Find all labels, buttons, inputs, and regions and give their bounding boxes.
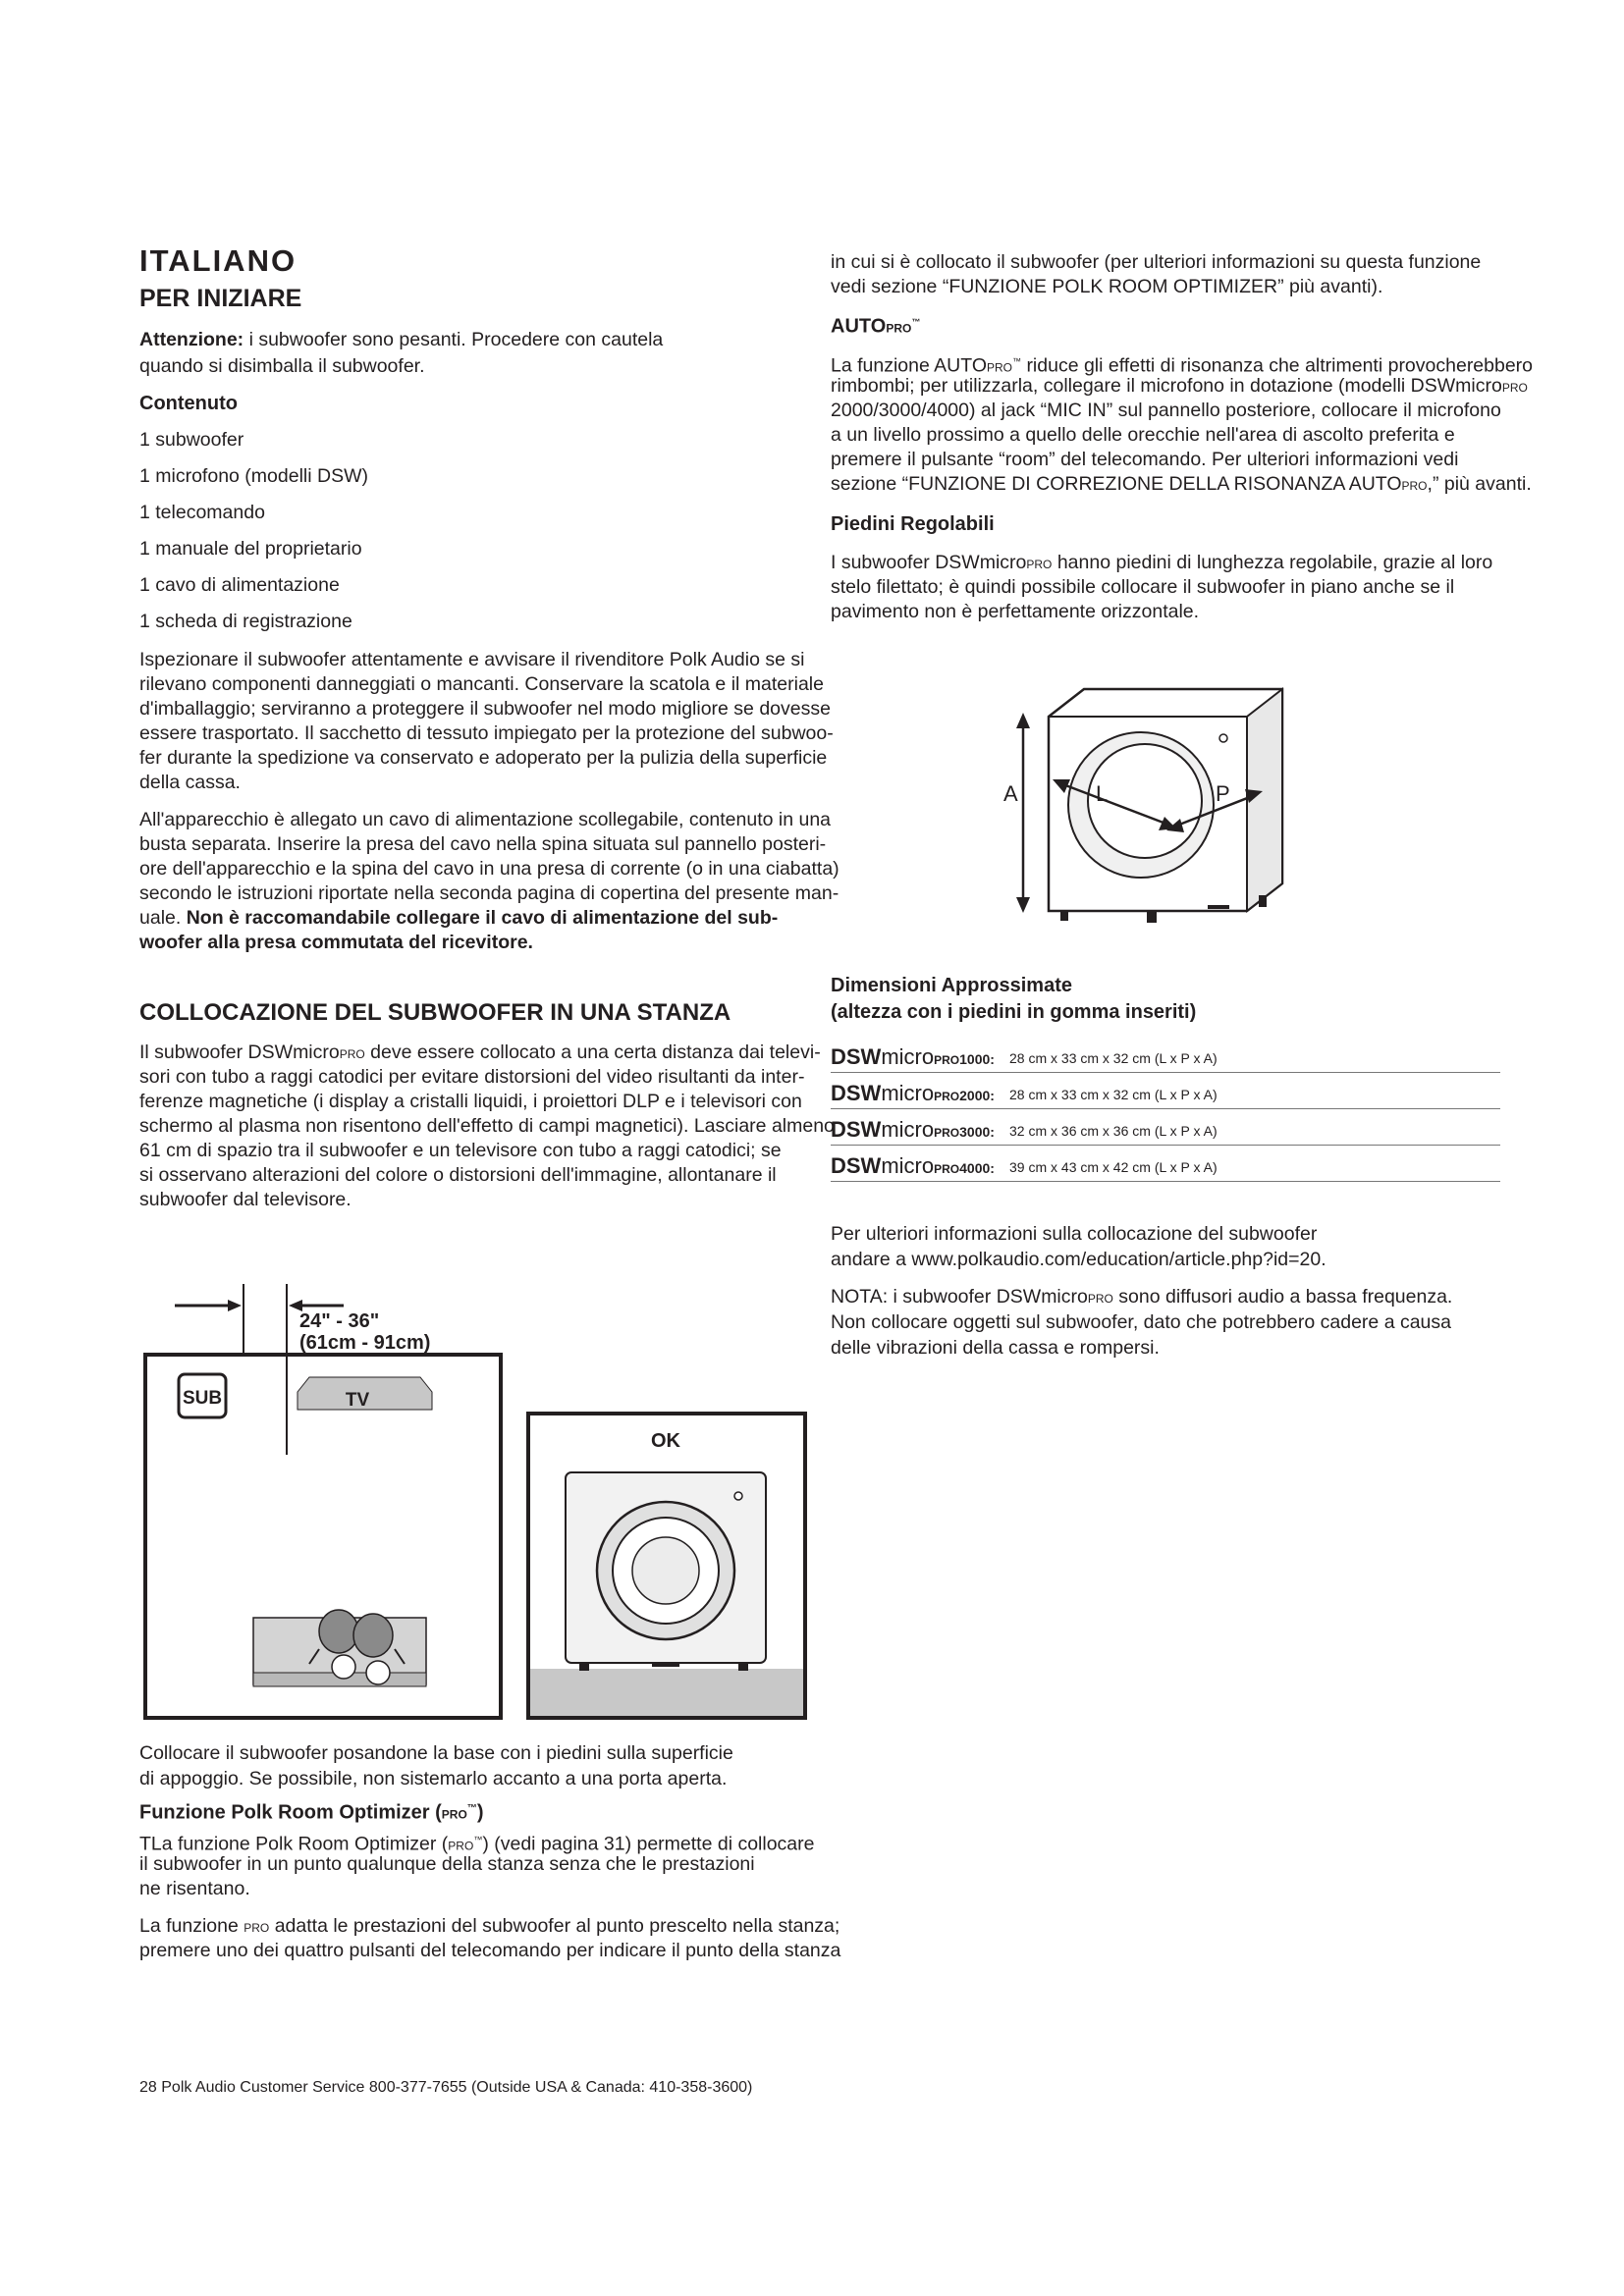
text-span: sono diffusori audio a bassa frequenza.	[1118, 1286, 1453, 1308]
text-span: La funzione AUTO	[831, 354, 987, 377]
text-span: PRO	[1501, 381, 1528, 395]
status-led	[734, 1492, 742, 1500]
text-span: hanno piedini di lunghezza regolabile, grazie al loro	[1056, 552, 1493, 573]
person-head	[353, 1614, 393, 1657]
text-span: PRO	[987, 360, 1013, 375]
table-row	[831, 1044, 1500, 1073]
placement-line: si osservano alterazioni del colore o distorsioni dell'immagine, allontanare il	[139, 1164, 777, 1186]
text-span: PRO	[339, 1047, 365, 1061]
text-span: DSW	[831, 1044, 882, 1069]
text-span: riduce gli effetti di risonanza che altrimenti provocherebbero	[1026, 354, 1534, 377]
attention-line	[139, 328, 663, 351]
text-span: DSW	[831, 1117, 882, 1142]
subwoofer-foot	[738, 1663, 748, 1671]
warning-bold-1: Non è raccomandabile collegare il cavo di alimentazione del sub-	[186, 907, 779, 929]
text-span: ,” più avanti.	[1427, 473, 1532, 495]
person-head	[319, 1610, 358, 1653]
text-span: sezione “FUNZIONE DI CORREZIONE DELLA RISONANZA AUTO	[831, 473, 1402, 495]
paragraph-line: All'apparecchio è allegato un cavo di alimentazione scollegabile, contenuto in una	[139, 809, 832, 830]
subwoofer-dustcap	[632, 1537, 699, 1604]
paragraph-line: d'imballaggio; serviranno a proteggere il subwoofer nel modo migliore se dovesse	[139, 698, 831, 720]
paragraph-line: Ispezionare il subwoofer attentamente e avvisare il rivenditore Polk Audio se si	[139, 649, 805, 670]
model-name	[831, 1081, 995, 1106]
feet-line: pavimento non è perfettamente orizzontale.	[831, 601, 1200, 622]
placement-line: 61 cm di spazio tra il subwoofer e un televisore con tubo a raggi catodici; se	[139, 1140, 782, 1161]
text-span: Funzione Polk Room Optimizer (	[139, 1801, 442, 1824]
page-heading: PER INIZIARE	[139, 285, 302, 312]
text-span: PRO	[934, 1053, 960, 1067]
autopro-line: 2000/3000/4000) al jack “MIC IN” sul pannello posteriore, collocare il microfono	[831, 400, 1501, 421]
tv-label: TV	[345, 1390, 370, 1411]
text-span: ™	[466, 1803, 477, 1814]
text-span: 4000:	[959, 1160, 995, 1176]
text-span: DSW	[831, 1153, 882, 1178]
model-name	[831, 1117, 995, 1143]
width-label: L	[1096, 781, 1109, 806]
continued-line: in cui si è collocato il subwoofer (per ulteriori informazioni su questa funzione	[831, 251, 1482, 273]
text-span: micro	[881, 1081, 935, 1105]
text-span: Il subwoofer DSW	[139, 1041, 294, 1063]
table-row	[831, 1153, 1500, 1182]
depth-label: P	[1216, 781, 1230, 806]
placement-heading: COLLOCAZIONE DEL SUBWOOFER IN UNA STANZA	[139, 999, 731, 1026]
person-face	[366, 1661, 390, 1684]
text-span: micro	[881, 1044, 935, 1069]
section-title: ITALIANO	[139, 243, 298, 278]
attention-label: Attenzione:	[139, 329, 244, 350]
dims-subheading: (altezza con i piedini in gomma inseriti)	[831, 1001, 1197, 1023]
list-item: 1 subwoofer	[139, 429, 244, 451]
autopro-line	[831, 374, 1528, 400]
list-item: 1 microfono (modelli DSW)	[139, 465, 368, 487]
cube-foot	[1259, 895, 1267, 907]
cube-logo	[1208, 905, 1229, 909]
cube-foot	[1060, 911, 1068, 921]
height-label: A	[1003, 781, 1018, 806]
model-dimensions: 32 cm x 36 cm x 36 cm (L x P x A)	[1009, 1123, 1218, 1139]
person-face	[332, 1655, 355, 1679]
text-span: rimbombi; per utilizzarla, collegare il microfono in dotazione (modelli DSWmicro	[831, 375, 1502, 397]
text-span: adatta le prestazioni del subwoofer al punto prescelto nella stanza;	[274, 1915, 840, 1937]
optimizer-heading	[139, 1797, 483, 1827]
note-line	[831, 1285, 1452, 1310]
autopro-line: premere il pulsante “room” del telecomando. Per ulteriori informazioni vedi	[831, 449, 1459, 470]
optimizer-line: il subwoofer in un punto qualunque della stanza senza che le prestazioni	[139, 1853, 755, 1875]
text-span: PRO	[244, 1921, 270, 1935]
text-span: PRO	[441, 1807, 467, 1822]
paragraph-line: fer durante la spedizione va conservato e adoperato per la pulizia della superficie	[139, 747, 828, 769]
text-span: PRO	[1401, 479, 1428, 493]
contents-heading: Contenuto	[139, 393, 238, 414]
room-placement-diagram	[137, 1276, 815, 1728]
text-span: AUTO	[831, 315, 887, 338]
paragraph-line: essere trasportato. Il sacchetto di tessuto impiegato per la protezione del subwoo-	[139, 722, 834, 744]
paragraph-line: ore dell'apparecchio e la spina del cavo in una presa di corrente (o in una ciabatta)	[139, 858, 839, 880]
placement-line: sori con tubo a raggi catodici per evitare distorsioni del video risultanti da inter-	[139, 1066, 805, 1088]
autopro-line	[831, 472, 1532, 498]
paragraph-line: rilevano componenti danneggiati o mancanti. Conservare la scatola e il materiale	[139, 673, 824, 695]
continued-line: vedi sezione “FUNZIONE POLK ROOM OPTIMIZER” più avanti).	[831, 276, 1383, 297]
text-span: ™	[911, 317, 921, 327]
attention-line-2: quando si disimballa il subwoofer.	[139, 355, 425, 377]
warning-bold-2: woofer alla presa commutata del ricevitore.	[139, 932, 533, 953]
feet-heading: Piedini Regolabili	[831, 513, 995, 535]
text-span: DSW	[831, 1081, 882, 1105]
cube-foot	[1147, 911, 1157, 923]
model-name	[831, 1044, 995, 1070]
info-line: andare a www.polkaudio.com/education/article.php?id=20.	[831, 1249, 1326, 1270]
list-item: 1 manuale del proprietario	[139, 538, 362, 560]
paragraph-line: della cassa.	[139, 772, 241, 793]
text-span: deve essere collocato a una certa distanza dai televi-	[370, 1041, 821, 1063]
subwoofer-logo	[652, 1663, 679, 1667]
distance-inches: 24" - 36"	[299, 1310, 380, 1332]
height-arrow-head	[1016, 713, 1030, 728]
feet-line: stelo filettato; è quindi possibile collocare il subwoofer in piano anche se il	[831, 576, 1455, 598]
text-span: ™	[1012, 356, 1022, 366]
text-span: ) (vedi pagina 31) permette di collocare	[482, 1833, 815, 1855]
text-span: PRO	[448, 1839, 474, 1853]
floor	[530, 1669, 803, 1716]
text-span: 1000:	[959, 1051, 995, 1067]
ok-label: OK	[651, 1430, 680, 1452]
autopro-line: a un livello prossimo a quello delle orecchie nell'area di ascolto preferita e	[831, 424, 1455, 446]
text-span: micro	[1041, 1286, 1088, 1308]
model-dimensions: 28 cm x 33 cm x 32 cm (L x P x A)	[1009, 1050, 1218, 1066]
text-span: ™	[473, 1835, 483, 1844]
floor-line: Collocare il subwoofer posandone la base con i piedini sulla superficie	[139, 1742, 733, 1764]
text-span: TLa funzione Polk Room Optimizer (	[139, 1833, 449, 1855]
text-span: micro	[979, 552, 1027, 573]
text-span: PRO	[886, 321, 912, 336]
feet-line	[831, 551, 1492, 576]
sub-label: SUB	[182, 1388, 223, 1409]
text-span: NOTA: i subwoofer DSW	[831, 1286, 1042, 1308]
height-arrow-head	[1016, 897, 1030, 913]
list-item: 1 cavo di alimentazione	[139, 574, 340, 596]
model-dimensions: 39 cm x 43 cm x 42 cm (L x P x A)	[1009, 1159, 1218, 1175]
text-span: )	[476, 1801, 484, 1824]
text-span: PRO	[1026, 558, 1053, 571]
dimension-diagram	[1001, 677, 1326, 933]
attention-text: i subwoofer sono pesanti. Procedere con cautela	[248, 329, 664, 350]
paragraph-line: secondo le istruzioni riportate nella seconda pagina di copertina del presente man-	[139, 882, 839, 904]
placement-line	[139, 1041, 821, 1066]
table-row	[831, 1117, 1500, 1146]
floor-line: di appoggio. Se possibile, non sistemarlo accanto a una porta aperta.	[139, 1768, 728, 1789]
text-span: La funzione	[139, 1915, 239, 1937]
list-item: 1 telecomando	[139, 502, 265, 523]
text-span: PRO	[934, 1090, 960, 1103]
text-span: PRO	[934, 1162, 960, 1176]
placement-line: schermo al plasma non risentono dell'effetto di campi magnetici). Lasciare almeno	[139, 1115, 835, 1137]
pro-line: premere uno dei quattro pulsanti del telecomando per indicare il punto della stanza	[139, 1940, 841, 1961]
info-line: Per ulteriori informazioni sulla collocazione del subwoofer	[831, 1223, 1318, 1245]
table-row	[831, 1081, 1500, 1109]
list-item: 1 scheda di registrazione	[139, 611, 352, 632]
note-line: Non collocare oggetti sul subwoofer, dato che potrebbero cadere a causa	[831, 1311, 1451, 1333]
page-footer: 28 Polk Audio Customer Service 800-377-7655 (Outside USA & Canada: 410-358-3600)	[139, 2079, 753, 2096]
subwoofer-foot	[579, 1663, 589, 1671]
autopro-heading	[831, 310, 920, 341]
text-span: micro	[881, 1117, 935, 1142]
pro-line	[139, 1914, 839, 1940]
text-span: PRO	[934, 1126, 960, 1140]
warning-line	[139, 906, 778, 930]
distance-cm: (61cm - 91cm)	[299, 1332, 431, 1354]
warning-prefix: uale.	[139, 907, 182, 929]
text-span: micro	[293, 1041, 340, 1063]
model-name	[831, 1153, 995, 1179]
text-span: 2000:	[959, 1088, 995, 1103]
paragraph-line: busta separata. Inserire la presa del cavo nella spina situata sul pannello posteri-	[139, 833, 827, 855]
distance-arrow-head	[228, 1300, 242, 1311]
text-span: 3000:	[959, 1124, 995, 1140]
text-span: PRO	[1087, 1292, 1113, 1306]
placement-line: subwoofer dal televisore.	[139, 1189, 352, 1210]
text-span: micro	[881, 1153, 935, 1178]
model-dimensions: 28 cm x 33 cm x 32 cm (L x P x A)	[1009, 1087, 1218, 1102]
placement-line: ferenze magnetiche (i display a cristalli liquidi, i proiettori DLP e i televisori con	[139, 1091, 802, 1112]
dims-heading: Dimensioni Approssimate	[831, 975, 1072, 996]
cube-led	[1219, 734, 1227, 742]
optimizer-line: ne risentano.	[139, 1878, 250, 1899]
text-span: I subwoofer DSW	[831, 552, 980, 573]
note-line: delle vibrazioni della cassa e rompersi.	[831, 1337, 1160, 1359]
